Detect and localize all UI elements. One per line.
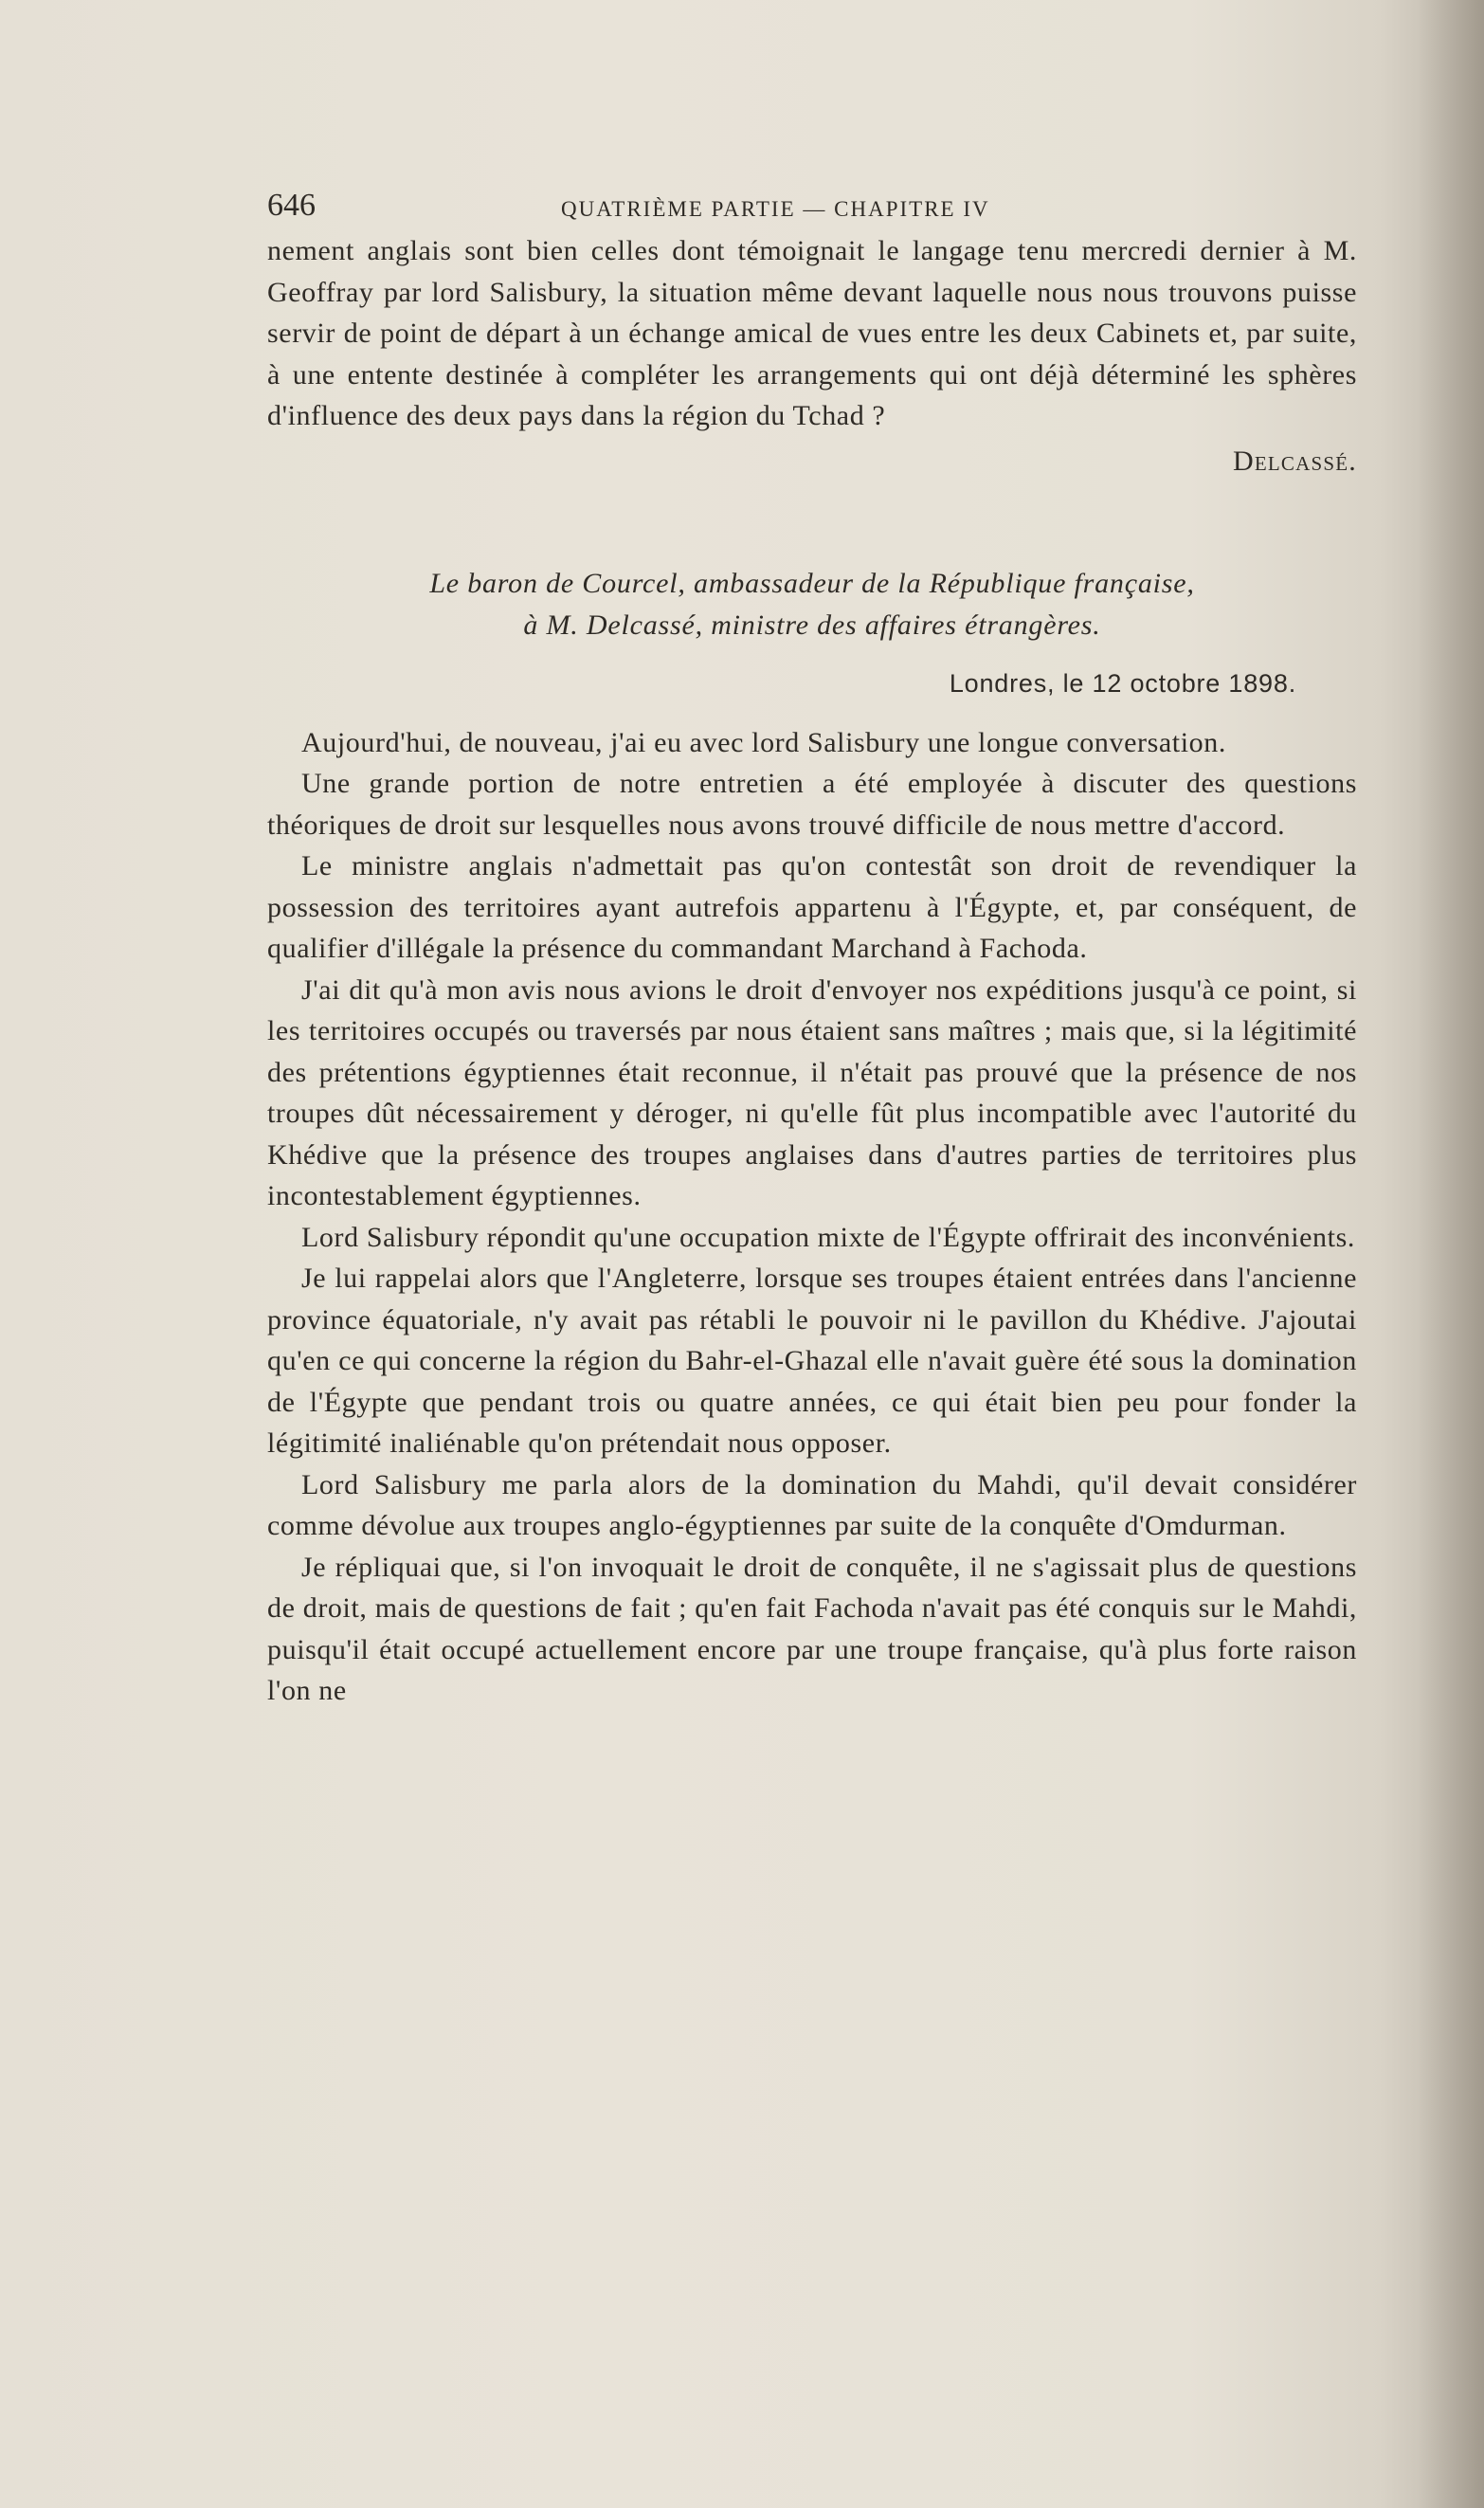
signature: Delcassé. (1233, 445, 1357, 477)
paragraph-6: Je lui rappelai alors que l'Angleterre, lorsque ses troupes étaient entrées dans l'ancienne province équatoriale, n'y avait pas rétabli le pouvoir ni le pavillon du Khédive. J'ajoutai qu'en ce qui concerne la région du Bahr-el-Ghazal elle n'avait guère été sous la domination de l'Égypte que pendant trois ou quatre années, ce qui était bien peu pour fonder la légitimité inaliénable qu'on prétendait nous opposer. (267, 1263, 1357, 1459)
paragraph-4: J'ai dit qu'à mon avis nous avions le droit d'envoyer nos expéditions jusqu'à ce point, si les territoires occupés ou traversés par nous étaient sans maîtres ; mais que, si la légitimité des prétentions égyptiennes était reconnue, il n'était pas prouvé que la présence de nos troupes dût nécessairement y déroger, ni qu'elle fût plus incompatible avec l'autorité du Khédive que la présence des troupes anglaises dans d'autres parties de territoires plus incontestablement égyptiennes. (267, 973, 1357, 1211)
paragraph-8: Je répliquai que, si l'on invoquait le droit de conquête, il ne s'agissait plus de questions de droit, mais de questions de fait ; qu'en fait Fachoda n'avait pas été conquis sur le Mahdi, puisqu'il était occupé actuellement encore par une troupe française, qu'à plus forte raison l'on ne (267, 1551, 1357, 1706)
dateline: Londres, le 12 octobre 1898. (949, 669, 1296, 698)
running-head (267, 185, 1357, 230)
paragraph-7: Lord Salisbury me parla alors de la domination du Mahdi, qu'il devait considérer comme dévolue aux troupes anglo-égyptiennes par suite de la conquête d'Omdurman. (267, 1468, 1357, 1541)
continuation-paragraph: nement anglais sont bien celles dont témoignait le langage tenu mercredi dernier à M. Geoffray par lord Salisbury, la situation même devant laquelle nous nous trouvons puisse servir de point de départ à un échange amical de vues entre les deux Cabinets et, par suite, à une entente destinée à compléter les arrangements qui ont déjà déterminé les sphères d'influence des deux pays dans la région du Tchad ? (267, 235, 1357, 431)
paragraph-3: Le ministre anglais n'admettait pas qu'on contestât son droit de revendiquer la possession des territoires ayant autrefois appartenu à l'Égypte, et, par conséquent, de qualifier d'illégale la présence du commandant Marchand à Fachoda. (267, 850, 1357, 964)
binding-shadow (1418, 0, 1484, 2508)
paragraph-5: Lord Salisbury répondit qu'une occupation mixte de l'Égypte offrirait des inconvénients. (301, 1221, 1355, 1253)
page-text-block (267, 185, 1357, 1712)
paragraph-1: Aujourd'hui, de nouveau, j'ai eu avec lord Salisbury une longue conversation. (301, 726, 1226, 758)
page-number: 646 (267, 188, 316, 223)
document-heading-line-1: Le baron de Courcel, ambassadeur de la République française, (429, 568, 1195, 599)
paragraph-2: Une grande portion de notre entretien a été employée à discuter des questions théoriques de droit sur lesquelles nous avons trouvé difficile de nous mettre d'accord. (267, 768, 1357, 841)
document-heading (267, 563, 1357, 646)
running-head-title: QUATRIÈME PARTIE — CHAPITRE IV (561, 197, 990, 221)
document-heading-line-2: à M. Delcassé, ministre des affaires étrangères. (523, 609, 1101, 641)
